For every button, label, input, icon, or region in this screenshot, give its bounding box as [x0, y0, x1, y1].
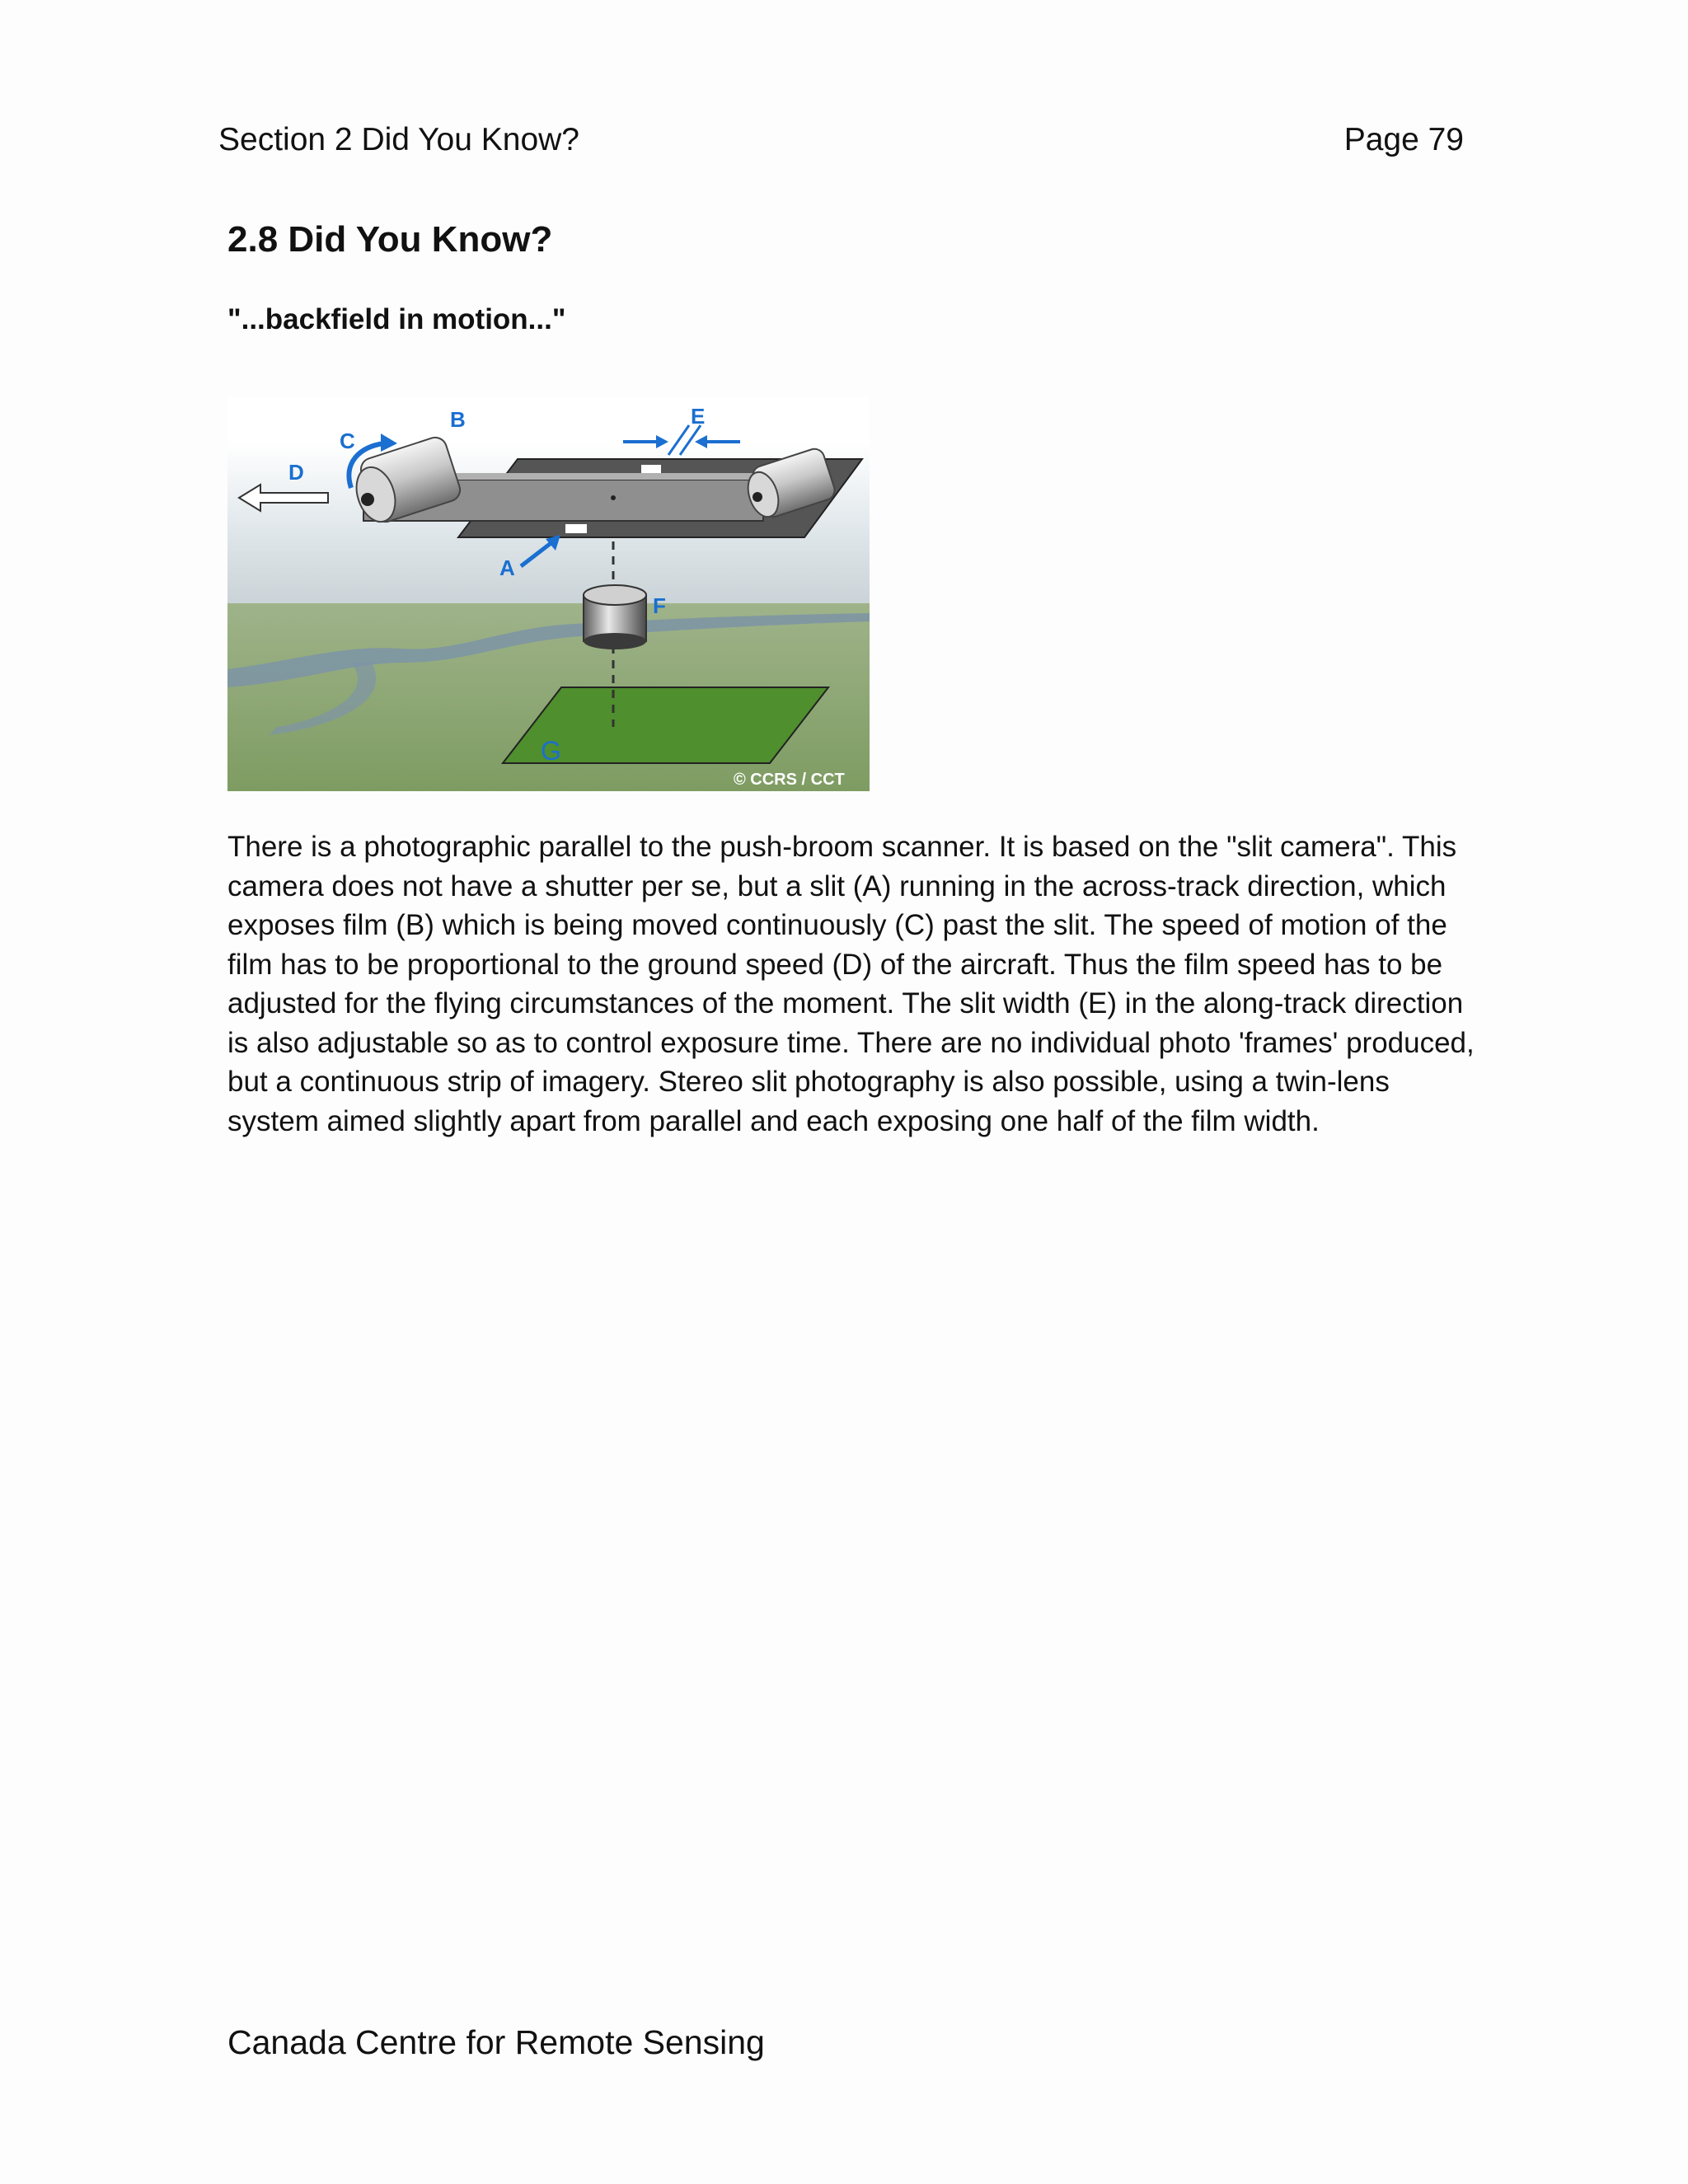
label-g: G	[541, 736, 561, 766]
page-footer: Canada Centre for Remote Sensing	[227, 2023, 765, 2061]
label-f: F	[653, 593, 666, 618]
subtitle: "...backfield in motion..."	[227, 303, 566, 335]
label-b: B	[450, 407, 466, 432]
section-title: 2.8 Did You Know?	[227, 219, 553, 260]
header-page-number: Page 79	[1343, 122, 1464, 157]
label-e: E	[691, 404, 706, 429]
header-section: Section 2 Did You Know?	[218, 122, 579, 157]
slit-opening-bottom	[565, 524, 587, 533]
label-d: D	[288, 460, 304, 485]
slit-opening-top	[641, 465, 661, 473]
slit-camera-illustration	[227, 397, 870, 791]
page-header	[218, 122, 1464, 158]
body-paragraph: There is a photographic parallel to the push-broom scanner. It is based on the "slit camera". This camera does not have a shutter per se, but a slit (A) running in the across-track direction, which exposes film (B) which is being moved continuously (C) past the slit. The speed of motion of the film has to be proportional to the ground speed (D) of the aircraft. Thus the film speed has to be adjusted for the flying circumstances of the moment. The slit width (E) in the along-track direction is also adjustable so as to control exposure time. There are no individual photo 'frames' produced, but a continuous strip of imagery. Stereo slit photography is also possible, using a twin-lens system aimed slightly apart from parallel and each exposing one half of the film width.	[227, 831, 1475, 1137]
label-c: C	[340, 429, 355, 453]
label-a: A	[499, 555, 515, 580]
image-credit: © CCRS / CCT	[734, 771, 845, 789]
